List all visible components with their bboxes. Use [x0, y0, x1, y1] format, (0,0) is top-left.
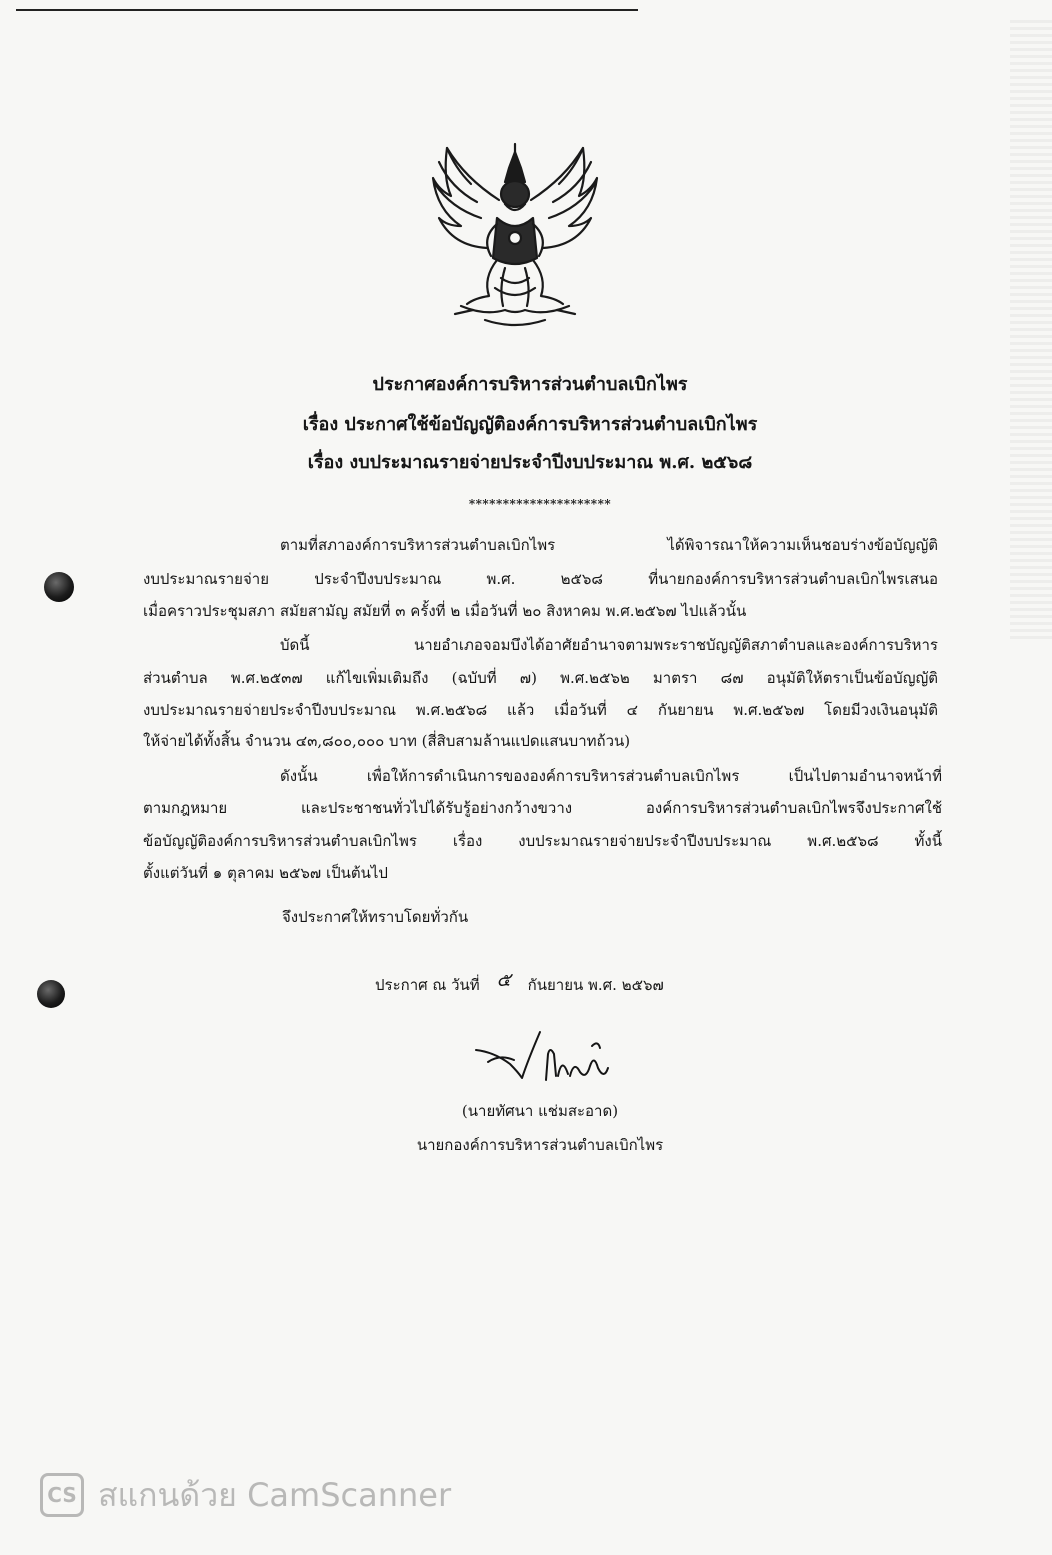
body-line: บัดนี้ นายอำเภอจอมบึงได้อาศัยอำนาจตามพระราชบัญญัติสภาตำบลและองค์การบริหาร — [280, 636, 938, 654]
signatory-position: นายกองค์การบริหารส่วนตำบลเบิกไพร — [416, 1136, 664, 1154]
camscanner-watermark — [40, 1471, 451, 1519]
punch-hole-upper — [44, 572, 74, 602]
announcement-title: ประกาศองค์การบริหารส่วนตำบลเบิกไพร — [372, 374, 688, 395]
body-line: งบประมาณรายจ่าย ประจำปีงบประมาณ พ.ศ. ๒๕๖๘ ที่นายกองค์การบริหารส่วนตำบลเบิกไพรเสนอ — [143, 570, 938, 588]
date-day: ๕ — [496, 969, 511, 991]
punch-hole-lower — [37, 980, 65, 1008]
body-line: ข้อบัญญัติองค์การบริหารส่วนตำบลเบิกไพร เรื่อง งบประมาณรายจ่ายประจำปีงบประมาณ พ.ศ.๒๕๖๘ ทั้งนี้ — [143, 832, 942, 850]
body-line: ดังนั้น เพื่อให้การดำเนินการขององค์การบริหารส่วนตำบลเบิกไพร เป็นไปตามอำนาจหน้าที่ — [280, 767, 942, 785]
body-line: ตามกฎหมาย และประชาชนทั่วไปได้รับรู้อย่างกว้างขวาง องค์การบริหารส่วนตำบลเบิกไพรจึงประกาศใช้ — [143, 799, 942, 817]
body-line: ให้จ่ายได้ทั้งสิ้น จำนวน ๔๓,๘๐๐,๐๐๐ บาท (สี่สิบสามล้านแปดแสนบาทถ้วน) — [143, 732, 631, 750]
camscanner-logo-icon: CS — [40, 1473, 84, 1517]
body-line: ตั้งแต่วันที่ ๑ ตุลาคม ๒๕๖๗ เป็นต้นไป — [143, 864, 388, 882]
date-month-year: กันยายน พ.ศ. ๒๕๖๗ — [527, 976, 664, 994]
body-line: งบประมาณรายจ่ายประจำปีงบประมาณ พ.ศ.๒๕๖๘ แล้ว เมื่อวันที่ ๔ กันยายน พ.ศ.๒๕๖๗ โดยมีวงเงินอนุมัติ — [143, 701, 938, 719]
garuda-emblem-icon — [425, 138, 605, 338]
announcement-date — [375, 969, 664, 996]
separator-stars: ********************* — [468, 497, 612, 511]
scan-edge-noise — [1010, 20, 1052, 640]
closing-statement: จึงประกาศให้ทราบโดยทั่วกัน — [282, 908, 469, 926]
body-line: เมื่อคราวประชุมสภา สมัยสามัญ สมัยที่ ๓ ครั้งที่ ๒ เมื่อวันที่ ๒๐ สิงหาคม พ.ศ.๒๕๖๗ ไปแล้วนั้น — [143, 602, 747, 620]
announcement-subject-1: เรื่อง ประกาศใช้ข้อบัญญัติองค์การบริหารส่วนตำบลเบิกไพร — [302, 414, 758, 435]
top-rule — [16, 9, 638, 11]
body-line: ตามที่สภาองค์การบริหารส่วนตำบลเบิกไพร ได้พิจารณาให้ความเห็นชอบร่างข้อบัญญัติ — [280, 536, 938, 554]
body-line: ส่วนตำบล พ.ศ.๒๕๓๗ แก้ไขเพิ่มเติมถึง (ฉบับที่ ๗) พ.ศ.๒๕๖๒ มาตรา ๘๗ อนุมัติให้ตราเป็นข้อบัญญัติ — [143, 669, 938, 687]
date-prefix: ประกาศ ณ วันที่ — [375, 976, 480, 994]
watermark-text: สแกนด้วย CamScanner — [98, 1475, 452, 1514]
handwritten-signature — [470, 1020, 620, 1090]
signatory-name: (นายทัศนา แช่มสะอาด) — [461, 1102, 619, 1120]
announcement-subject-2: เรื่อง งบประมาณรายจ่ายประจำปีงบประมาณ พ.ศ. ๒๕๖๘ — [307, 452, 753, 473]
